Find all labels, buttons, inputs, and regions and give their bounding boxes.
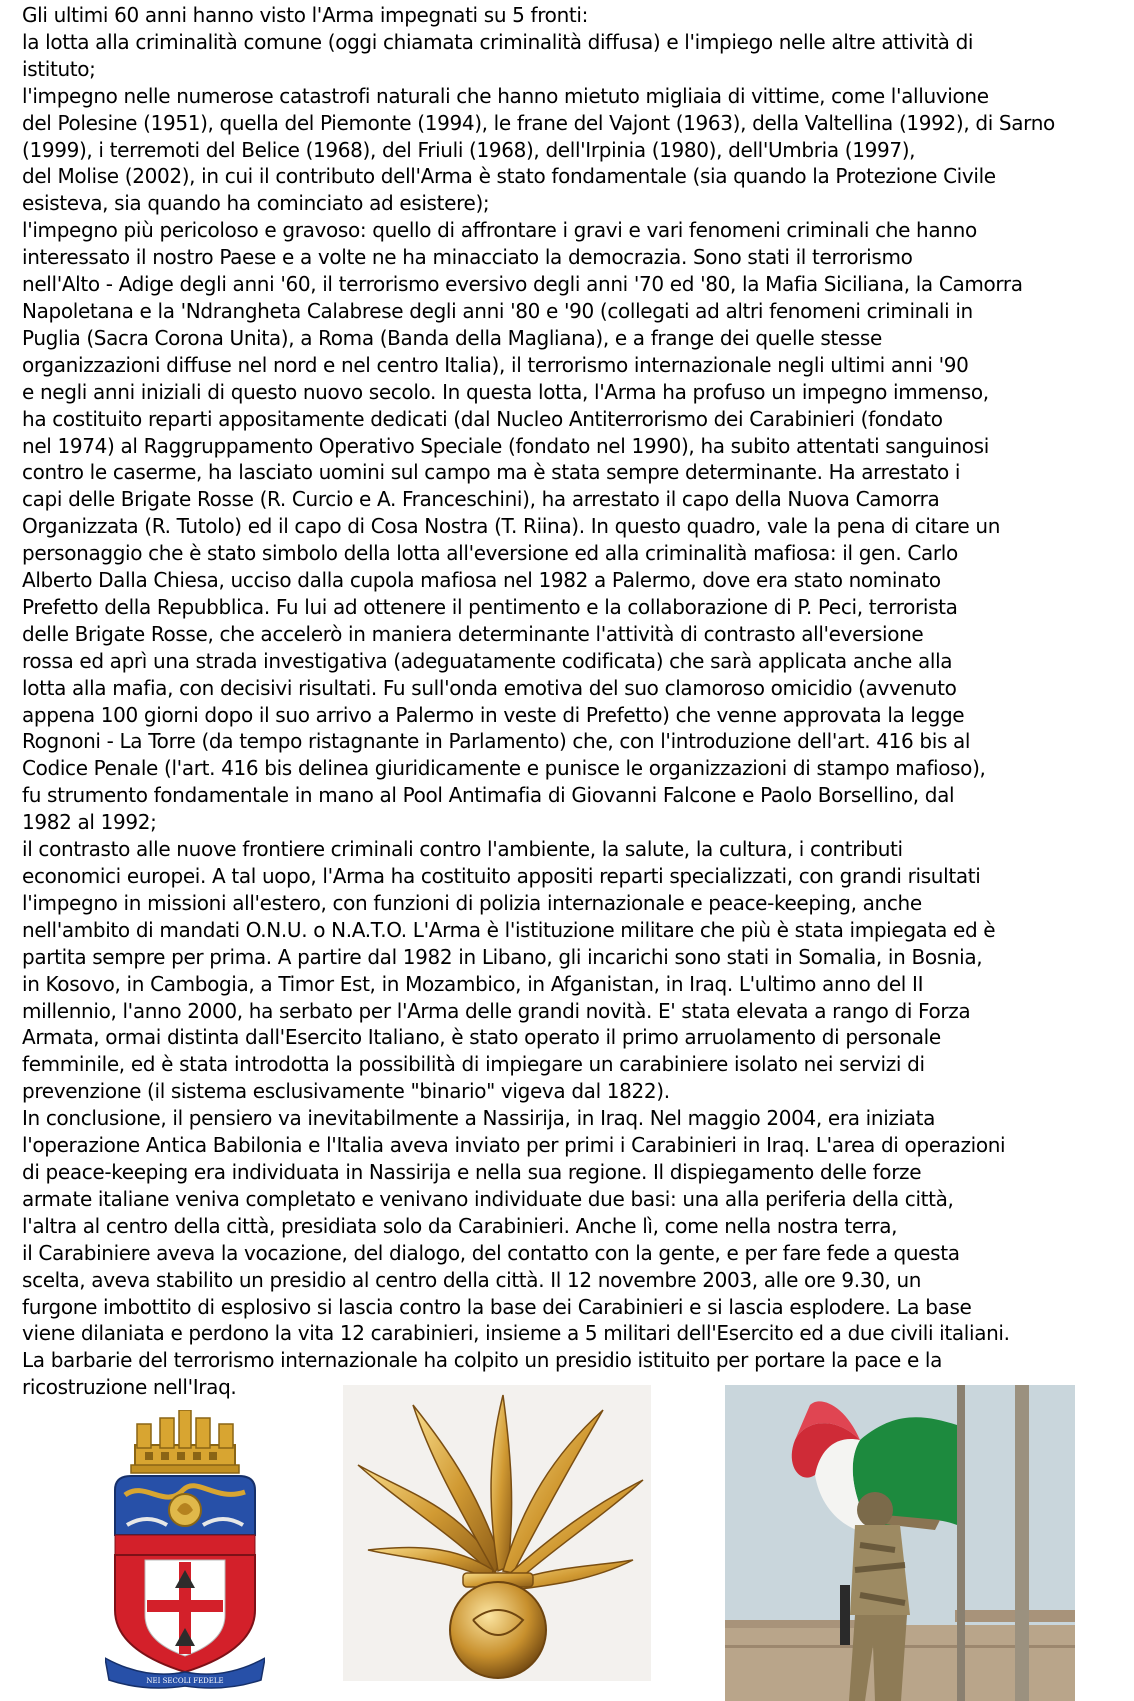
article-line: l'impegno più pericoloso e gravoso: quello di affrontare i gravi e vari fenomeni criminali che hanno xyxy=(22,218,977,243)
article-line: furgone imbottito di esplosivo si lascia contro la base dei Carabinieri e si lascia esplodere. La base xyxy=(22,1294,972,1319)
soldier-raising-flag-icon xyxy=(725,1385,1075,1701)
article-line: viene dilaniata e perdono la vita 12 carabinieri, insieme a 5 militari dell'Esercito ed a due civili italiani. xyxy=(22,1321,1010,1346)
flame-tongues xyxy=(358,1395,643,1590)
crown xyxy=(131,1410,239,1473)
article-line: di peace-keeping era individuata in Nassirija e nella sua regione. Il dispiegamento delle forze xyxy=(22,1159,922,1184)
article-line: millennio, l'anno 2000, ha serbato per l'Arma delle grandi novità. E' stata elevata a rango di Forza xyxy=(22,998,971,1023)
article-line: Gli ultimi 60 anni hanno visto l'Arma impegnati su 5 fronti: xyxy=(22,3,588,27)
article-line: l'impegno nelle numerose catastrofi naturali che hanno mietuto migliaia di vittime, come l'alluvione xyxy=(22,83,989,108)
article-line: interessato il nostro Paese e a volte ne ha minacciato la democrazia. Sono stati il terrorismo xyxy=(22,245,913,270)
article-line: 1982 al 1992; xyxy=(22,810,157,835)
article-line: l'operazione Antica Babilonia e l'Italia aveva inviato per primi i Carabinieri in Iraq. L'area di operazioni xyxy=(22,1133,1006,1158)
article-line: e negli anni iniziali di questo nuovo secolo. In questa lotta, l'Arma ha profuso un impegno immenso, xyxy=(22,379,989,404)
crest-motto: NEI SECOLI FEDELE xyxy=(146,1677,224,1685)
article-line: nel 1974) al Raggruppamento Operativo Speciale (fondato nel 1990), ha subito attentati sanguinosi xyxy=(22,433,989,458)
article-line: La barbarie del terrorismo internazionale ha colpito un presidio istituito per portare la pace e la xyxy=(22,1348,943,1373)
article-line: istituto; xyxy=(22,56,96,81)
article-line: lotta alla mafia, con decisivi risultati. Fu sull'onda emotiva del suo clamoroso omicidio (avvenuto xyxy=(22,675,957,700)
article-line: fu strumento fondamentale in mano al Pool Antimafia di Giovanni Falcone e Paolo Borsellino, dal xyxy=(22,783,955,808)
grenade-flame-badge-icon xyxy=(343,1385,651,1681)
article-line: Puglia (Sacra Corona Unita), a Roma (Banda della Magliana), e a frange dei quelle stesse xyxy=(22,325,882,350)
article-line: l'impegno in missioni all'estero, con funzioni di polizia internazionale e peace-keeping, anche xyxy=(22,890,922,915)
article-line: Organizzata (R. Tutolo) ed il capo di Cosa Nostra (T. Riina). In questo quadro, vale la pena di citare un xyxy=(22,514,1001,539)
article-line: scelta, aveva stabilito un presidio al centro della città. Il 12 novembre 2003, alle ore 9.30, un xyxy=(22,1267,922,1292)
flag-pole xyxy=(957,1385,965,1701)
article-line: Napoletana e la 'Ndrangheta Calabrese degli anni '80 e '90 (collegati ad altri fenomeni criminali in xyxy=(22,298,973,323)
article-line: nell'Alto - Adige degli anni '60, il terrorismo eversivo degli anni '70 ed '80, la Mafia Siciliana, la Camorra xyxy=(22,272,1023,297)
article-line: in Kosovo, in Cambogia, a Timor Est, in Mozambico, in Afganistan, in Iraq. L'ultimo anno del II xyxy=(22,971,924,996)
article-line: delle Brigate Rosse, che accelerò in maniera determinante l'attività di contrasto all'eversione xyxy=(22,621,924,646)
article-line: del Molise (2002), in cui il contributo dell'Arma è stato fondamentale (sia quando la Protezione Civile xyxy=(22,164,996,189)
article-line: Alberto Dalla Chiesa, ucciso dalla cupola mafiosa nel 1982 a Palermo, dove era stato nominato xyxy=(22,568,941,593)
article-line: armate italiane veniva completato e venivano individuate due basi: una alla periferia della città, xyxy=(22,1186,954,1211)
article-line: organizzazioni diffuse nel nord e nel centro Italia), il terrorismo internazionale negli ultimi anni '90 xyxy=(22,352,969,377)
article-line: (1999), i terremoti del Belice (1968), del Friuli (1968), dell'Irpinia (1980), dell'Umbria (1997), xyxy=(22,137,916,162)
article-line: femminile, ed è stata introdotta la possibilità di impiegare un carabiniere isolato nei servizi di xyxy=(22,1052,925,1077)
article-line: del Polesine (1951), quella del Piemonte (1994), le frane del Vajont (1963), della Valtellina (1992), di Sarno xyxy=(22,110,1055,135)
carabinieri-crest-icon xyxy=(105,1410,265,1690)
article-line: ha costituito reparti appositamente dedicati (dal Nucleo Antiterrorismo dei Carabinieri (fondato xyxy=(22,406,943,431)
article-line: Armata, ormai distinta dall'Esercito Italiano, è stato operato il primo arruolamento di personale xyxy=(22,1025,941,1050)
article-line: Prefetto della Repubblica. Fu lui ad ottenere il pentimento e la collaborazione di P. Peci, terrorista xyxy=(22,594,958,619)
grenade-ball xyxy=(450,1582,546,1678)
article-text xyxy=(22,2,1117,1401)
article-line: ricostruzione nell'Iraq. xyxy=(22,1375,237,1400)
article-line: personaggio che è stato simbolo della lotta all'eversione ed alla criminalità mafiosa: il gen. Carlo xyxy=(22,541,958,566)
article-line: nell'ambito di mandati O.N.U. o N.A.T.O. L'Arma è l'istituzione militare che più è stata impiegata ed è xyxy=(22,917,996,942)
article-line: partita sempre per prima. A partire dal 1982 in Libano, gli incarichi sono stati in Somalia, in Bosnia, xyxy=(22,944,983,969)
article-line: esisteva, sia quando ha cominciato ad esistere); xyxy=(22,191,490,216)
article-line: capi delle Brigate Rosse (R. Curcio e A. Franceschini), ha arrestato il capo della Nuova Camorra xyxy=(22,487,940,512)
shield xyxy=(115,1476,255,1672)
article-line: il contrasto alle nuove frontiere criminali contro l'ambiente, la salute, la cultura, i contributi xyxy=(22,837,903,862)
article-line: il Carabiniere aveva la vocazione, del dialogo, del contatto con la gente, e per fare fede a questa xyxy=(22,1240,960,1265)
article-line: la lotta alla criminalità comune (oggi chiamata criminalità diffusa) e l'impiego nelle altre attività di xyxy=(22,29,974,54)
article-line: rossa ed aprì una strada investigativa (adeguatamente codificata) che sarà applicata anche alla xyxy=(22,648,953,673)
article-line: l'altra al centro della città, presidiata solo da Carabinieri. Anche lì, come nella nostra terra, xyxy=(22,1213,898,1238)
article-line: prevenzione (il sistema esclusivamente "binario" vigeva dal 1822). xyxy=(22,1079,670,1104)
article-line: Codice Penale (l'art. 416 bis delinea giuridicamente e punisce le organizzazioni di stampo mafioso), xyxy=(22,756,986,781)
article-line: appena 100 giorni dopo il suo arrivo a Palermo in veste di Prefetto) che venne approvata la legge xyxy=(22,702,965,727)
article-line: contro le caserme, ha lasciato uomini sul campo ma è stata sempre determinante. Ha arrestato i xyxy=(22,460,961,485)
article-line: In conclusione, il pensiero va inevitabilmente a Nassirija, in Iraq. Nel maggio 2004, era iniziata xyxy=(22,1106,936,1131)
article-line: Rognoni - La Torre (da tempo ristagnante in Parlamento) che, con l'introduzione dell'art. 416 bis al xyxy=(22,729,971,754)
article-line: economici europei. A tal uopo, l'Arma ha costituito appositi reparti specializzati, con grandi risultati xyxy=(22,864,981,888)
